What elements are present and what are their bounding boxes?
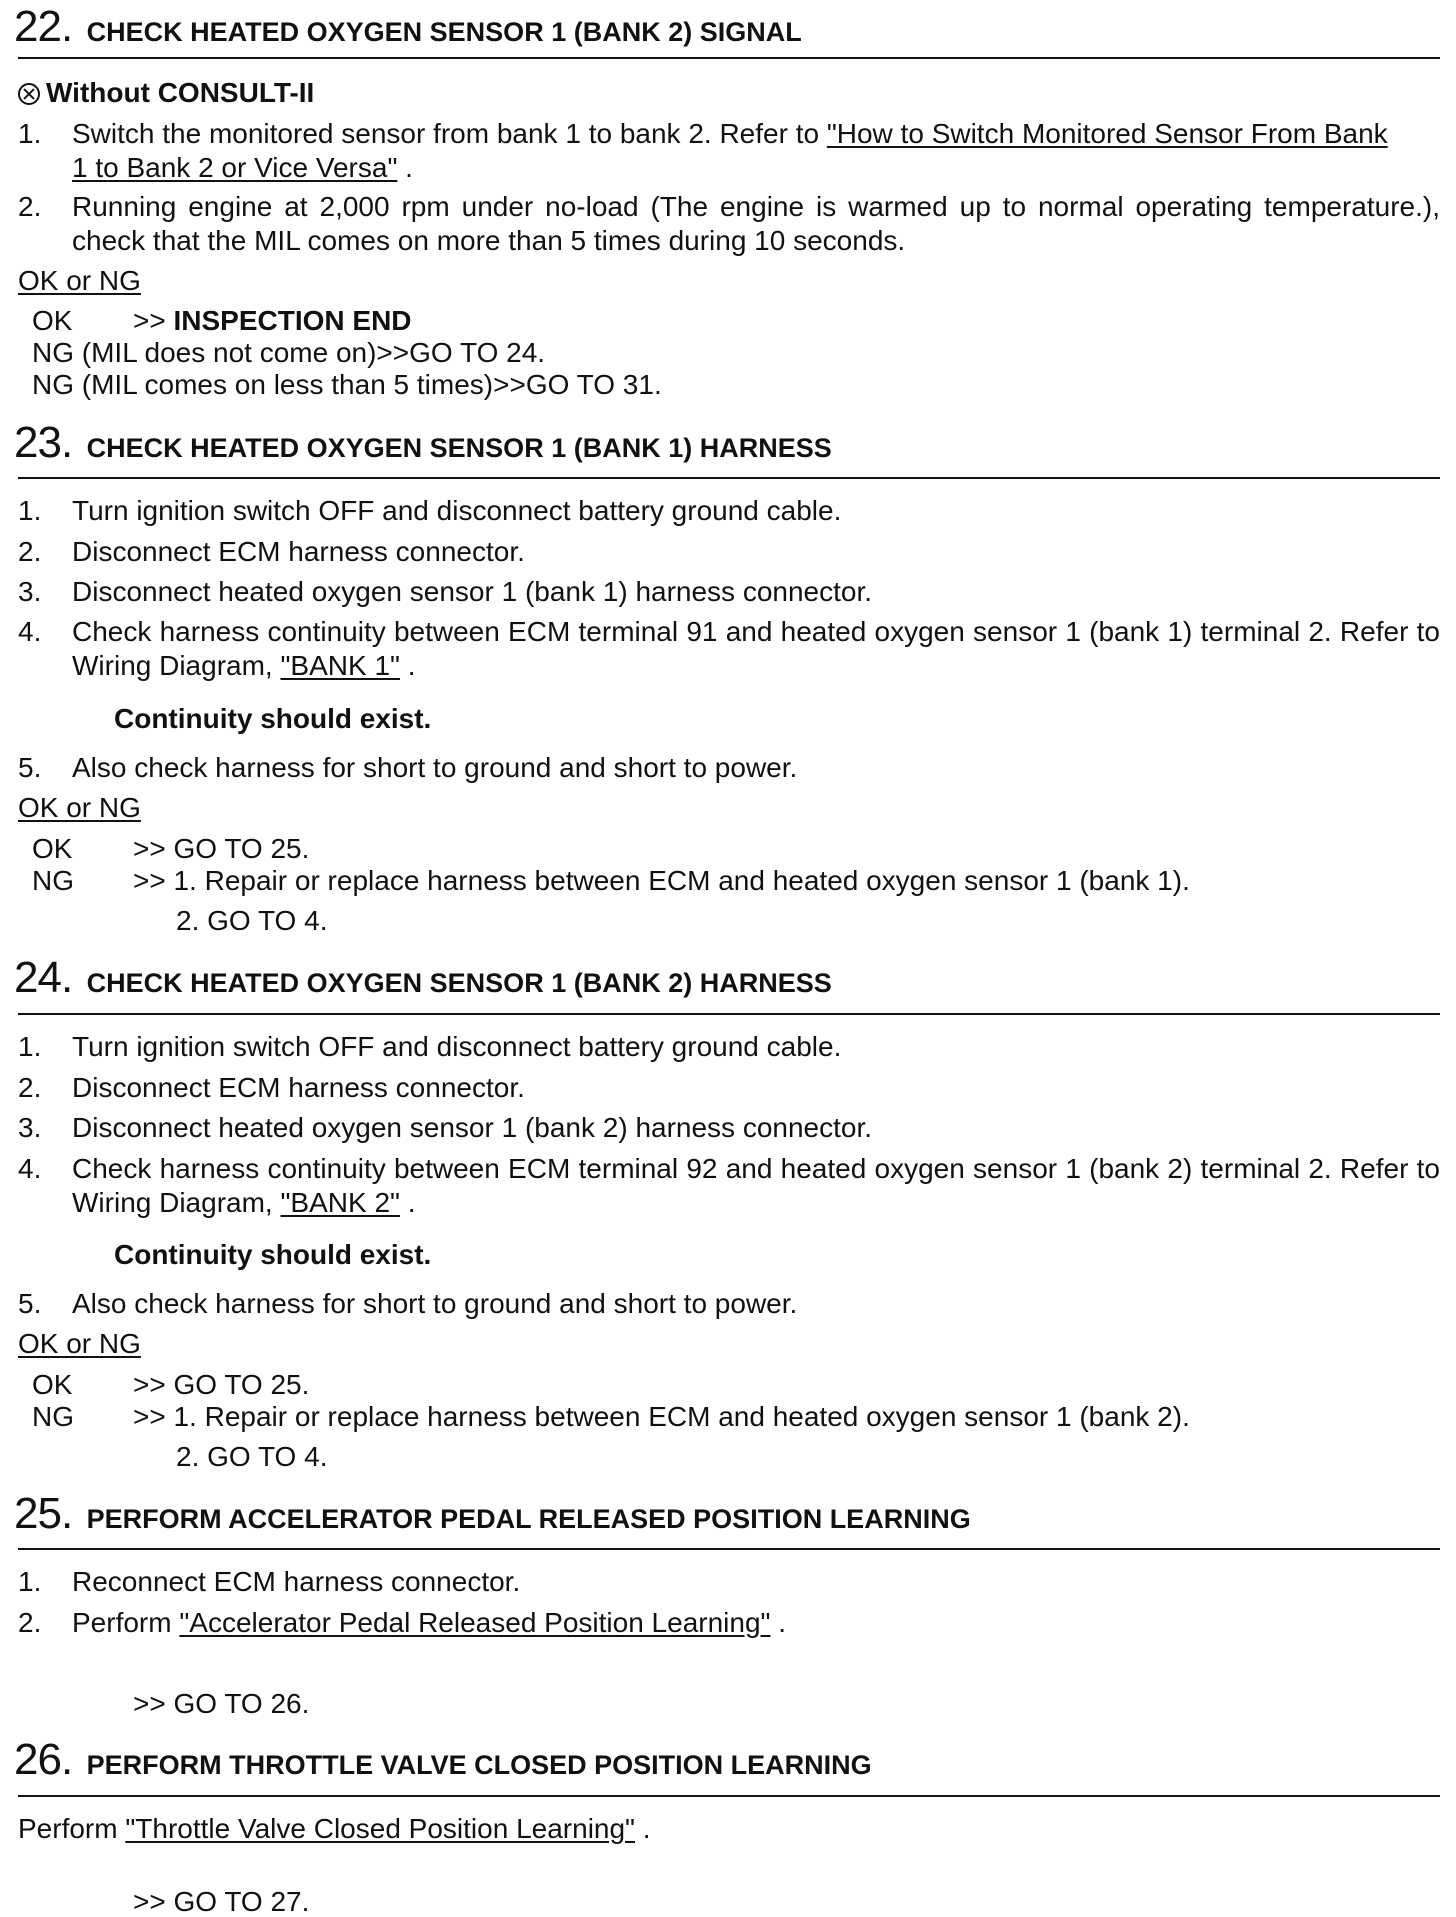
step-number: 1. (18, 118, 42, 149)
continuity-note: Continuity should exist. (114, 1239, 432, 1270)
step-text: Perform "Throttle Valve Closed Position Learning" . (18, 1813, 651, 1844)
step-number: 2. (18, 536, 42, 567)
result-ng-action: >> 1. Repair or replace harness between ECM and heated oxygen sensor 1 (bank 1). (133, 865, 1190, 896)
result-ok-label: OK (32, 305, 73, 336)
step-number: 2. (18, 1072, 42, 1103)
step-number: 5. (18, 1288, 42, 1319)
section-number: 26. (14, 1735, 73, 1784)
result-ng-label: NG (32, 865, 74, 896)
wiring-diagram-bank-2-link[interactable]: "BANK 2" (280, 1187, 400, 1218)
how-to-switch-sensor-link[interactable]: "How to Switch Monitored Sensor From Bank 1 to Bank 2 or Vice Versa" (72, 118, 1388, 183)
step-text: Disconnect heated oxygen sensor 1 (bank 2) harness connector. (72, 1112, 873, 1143)
step-text: Disconnect heated oxygen sensor 1 (bank 1) harness connector. (72, 576, 873, 607)
step-text: Check harness continuity between ECM terminal 92 and heated oxygen sensor 1 (bank 2) terminal 2. Refer to Wiring Diagram, "BANK 2" . (72, 1153, 1440, 1218)
result-ng-line: NG (MIL comes on less than 5 times)>>GO TO 31. (32, 369, 662, 400)
step-number: 4. (18, 616, 42, 647)
step-text: Reconnect ECM harness connector. (72, 1566, 521, 1597)
section-divider (18, 1548, 1440, 1550)
step-number: 4. (18, 1153, 42, 1184)
section-23-header (14, 420, 832, 466)
result-heading: OK or NG (18, 265, 141, 296)
section-title: PERFORM ACCELERATOR PEDAL RELEASED POSITION LEARNING (86, 1504, 971, 1534)
result-ok-label: OK (32, 833, 73, 864)
mode-label: Without CONSULT-II (18, 76, 314, 110)
step-text: Disconnect ECM harness connector. (72, 536, 525, 567)
step-text: Disconnect ECM harness connector. (72, 1072, 525, 1103)
section-title: PERFORM THROTTLE VALVE CLOSED POSITION LEARNING (86, 1750, 872, 1780)
step-number: 2. (18, 1607, 42, 1638)
section-divider (18, 477, 1440, 479)
result-ok-action: >> GO TO 25. (133, 1369, 310, 1400)
result-heading: OK or NG (18, 792, 141, 823)
section-number: 22. (14, 2, 73, 51)
step-text: Perform "Accelerator Pedal Released Position Learning" . (72, 1607, 787, 1638)
result-ng-line: NG (MIL does not come on)>>GO TO 24. (32, 337, 546, 368)
step-number: 2. (18, 191, 42, 222)
step-number: 3. (18, 1112, 42, 1143)
wiring-diagram-bank-1-link[interactable]: "BANK 1" (280, 650, 400, 681)
result-ok-label: OK (32, 1369, 73, 1400)
section-title: CHECK HEATED OXYGEN SENSOR 1 (BANK 2) HARNESS (86, 968, 832, 998)
step-text: Also check harness for short to ground and short to power. (72, 752, 798, 783)
result-ng-action: 2. GO TO 4. (176, 1441, 328, 1472)
section-25-header (14, 1491, 971, 1537)
section-number: 25. (14, 1489, 73, 1538)
section-26-header (14, 1737, 872, 1783)
accelerator-pedal-learning-link[interactable]: "Accelerator Pedal Released Position Learning" (179, 1607, 771, 1638)
section-divider (18, 1795, 1440, 1797)
next-step: >> GO TO 26. (133, 1688, 310, 1719)
result-ok-action: >> INSPECTION END (133, 305, 412, 336)
continuity-note: Continuity should exist. (114, 703, 432, 734)
step-text: Check harness continuity between ECM terminal 91 and heated oxygen sensor 1 (bank 1) terminal 2. Refer to Wiring Diagram, "BANK 1" . (72, 616, 1440, 681)
step-text: Turn ignition switch OFF and disconnect battery ground cable. (72, 1031, 842, 1062)
step-text: Also check harness for short to ground and short to power. (72, 1288, 798, 1319)
result-ng-label: NG (32, 1401, 74, 1432)
step-number: 1. (18, 495, 42, 526)
throttle-valve-learning-link[interactable]: "Throttle Valve Closed Position Learning" (125, 1813, 635, 1844)
section-number: 23. (14, 418, 73, 467)
step-text: Switch the monitored sensor from bank 1 to bank 2. Refer to "How to Switch Monitored Sensor From Bank 1 to Bank 2 or Vice Versa" . (72, 118, 1388, 183)
no-consult-icon (18, 83, 40, 105)
result-heading: OK or NG (18, 1328, 141, 1359)
result-ok-action: >> GO TO 25. (133, 833, 310, 864)
section-title: CHECK HEATED OXYGEN SENSOR 1 (BANK 2) SIGNAL (86, 17, 802, 47)
section-number: 24. (14, 953, 73, 1002)
step-text: Running engine at 2,000 rpm under no-load (The engine is warmed up to normal operating temperature.), check that the MIL comes on more than 5 times during 10 seconds. (72, 191, 1440, 256)
result-ng-action: >> 1. Repair or replace harness between ECM and heated oxygen sensor 1 (bank 2). (133, 1401, 1190, 1432)
step-number: 5. (18, 752, 42, 783)
step-number: 1. (18, 1031, 42, 1062)
step-text: Turn ignition switch OFF and disconnect battery ground cable. (72, 495, 842, 526)
section-title: CHECK HEATED OXYGEN SENSOR 1 (BANK 1) HARNESS (86, 433, 832, 463)
section-22-header (14, 4, 802, 50)
result-ng-action: 2. GO TO 4. (176, 905, 328, 936)
next-step: >> GO TO 27. (133, 1886, 310, 1917)
section-divider (18, 1013, 1440, 1015)
step-number: 3. (18, 576, 42, 607)
section-24-header (14, 955, 832, 1001)
step-number: 1. (18, 1566, 42, 1597)
section-divider (18, 57, 1440, 59)
